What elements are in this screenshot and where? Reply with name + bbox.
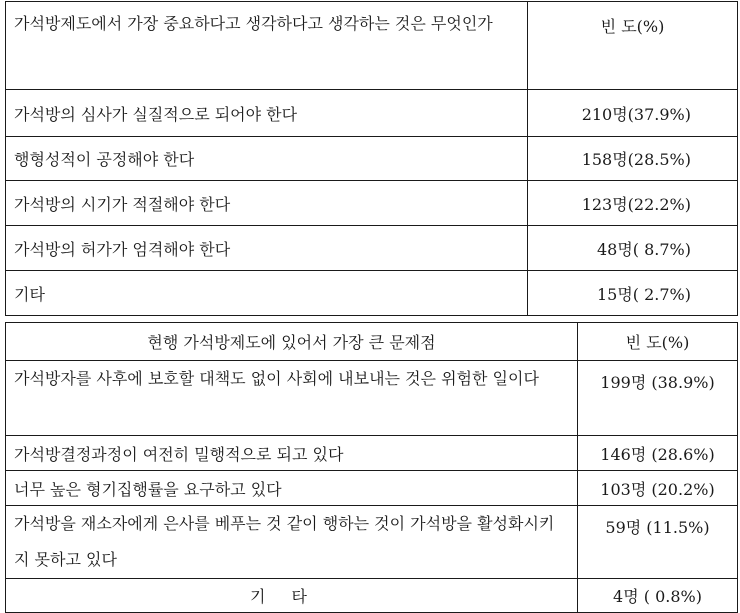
table-important-factors: [5, 1, 738, 316]
table-row: [6, 506, 738, 579]
row-frequency: 210명(37.9%): [528, 90, 738, 137]
header-frequency: 빈 도(%): [578, 323, 738, 361]
table-row: [6, 226, 738, 271]
table-row: [6, 436, 738, 471]
header-frequency: 빈 도(%): [528, 2, 738, 90]
table-row: [6, 579, 738, 613]
header-question: 현행 가석방제도에 있어서 가장 큰 문제점: [6, 323, 578, 361]
table-row: [6, 361, 738, 436]
row-item: 가석방결정과정이 여전히 밀행적으로 되고 있다: [6, 436, 578, 471]
row-frequency: 15명( 2.7%): [528, 271, 738, 316]
row-item: 기타: [6, 271, 528, 316]
row-item: 가석방자를 사후에 보호할 대책도 없이 사회에 내보내는 것은 위험한 일이다: [6, 361, 578, 436]
table-header-row: [6, 2, 738, 90]
row-item: 가석방의 시기가 적절해야 한다: [6, 181, 528, 226]
table-header-row: [6, 323, 738, 361]
table-row: [6, 90, 738, 137]
row-frequency: 48명( 8.7%): [528, 226, 738, 271]
row-item: 너무 높은 형기집행률을 요구하고 있다: [6, 471, 578, 506]
row-frequency: 59명 (11.5%): [578, 506, 738, 579]
row-frequency: 199명 (38.9%): [578, 361, 738, 436]
table-current-problems: [5, 322, 738, 613]
row-frequency: 146명 (28.6%): [578, 436, 738, 471]
table-row: [6, 271, 738, 316]
row-item: 가석방을 재소자에게 은사를 베푸는 것 같이 행하는 것이 가석방을 활성화시키지 못하고 있다: [6, 506, 578, 579]
row-item: 기타: [6, 579, 578, 613]
row-item: 가석방의 허가가 엄격해야 한다: [6, 226, 528, 271]
row-frequency: 158명(28.5%): [528, 137, 738, 181]
row-frequency: 4명 ( 0.8%): [578, 579, 738, 613]
table-row: [6, 181, 738, 226]
row-frequency: 123명(22.2%): [528, 181, 738, 226]
row-item: 가석방의 심사가 실질적으로 되어야 한다: [6, 90, 528, 137]
row-frequency: 103명 (20.2%): [578, 471, 738, 506]
table-row: [6, 471, 738, 506]
header-question: 가석방제도에서 가장 중요하다고 생각하다고 생각하는 것은 무엇인가: [6, 2, 528, 90]
table-row: [6, 137, 738, 181]
row-item: 행형성적이 공정해야 한다: [6, 137, 528, 181]
